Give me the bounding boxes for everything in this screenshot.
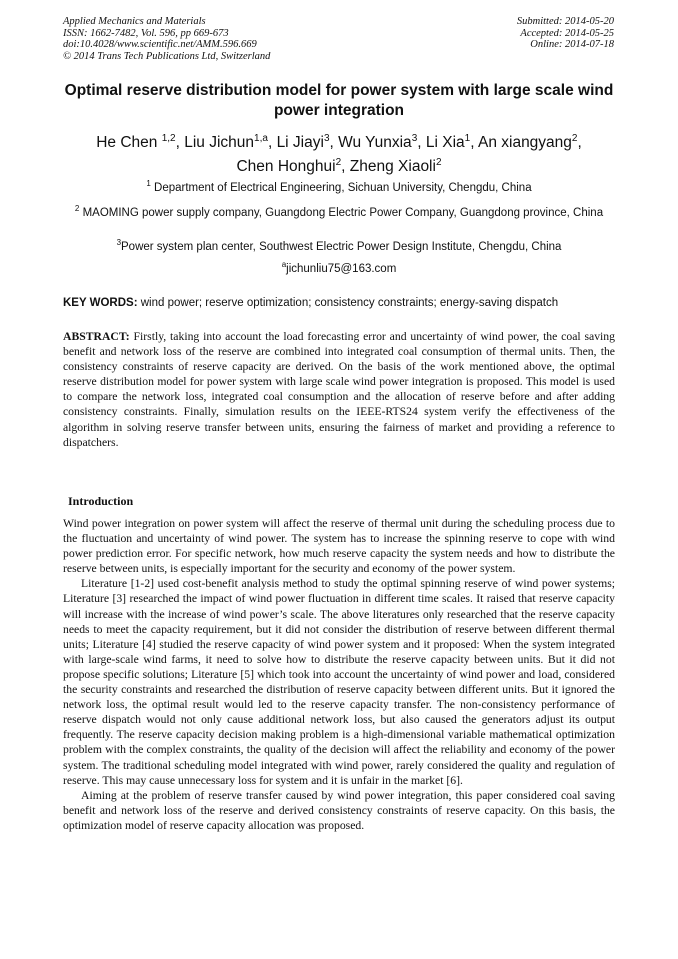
author-affiliation-mark: 1 xyxy=(464,132,471,144)
affiliation-2 xyxy=(63,206,615,220)
author-affiliation-mark: 2 xyxy=(335,156,342,168)
abstract-label: ABSTRACT: xyxy=(63,330,130,343)
author-affiliation-mark: 1,2 xyxy=(161,132,176,144)
paragraph: Literature [1-2] used cost-benefit analysis method to study the optimal spinning reserve of wind power systems; Literature [3] researched the impact of wind power fluctuation in different time scales. It raised that reserve capacity will increase with the increase of wind power’s scale. The above literatures only researched that the reserve capacity needs to meet the capacity requirement, but it did not consider the distribution of reserve between different thermal units; Literature [4] studied the reserve capacity of wind power system and it proposed: When the system integrated with large-scale wind farms, it need to solve how to distribute the reserve capacity between units. But it did not propose specific solutions; Literature [5] which took into account the uncertainty of wind power and load, considered the security constraints and researched the distribution of reserve capacity between different units. But it ignored the network loss, the optimal result would led to the reserve capacity transfer. The non-consistency performance of reserve dispatch would not only cause additional network loss, but also caused the generators adjust its output frequently. The reserve capacity decision making problem is a high-dimensional variable mathematical optimization problem with the complex constraints, the quality of the decision will affect the reliability and economy of the power system. The traditional scheduling model integrated with wind power, rarely considered the quality and regulation of reserve. This may cause unnecessary loss for system and it is unfair in the market [6]. xyxy=(63,577,615,787)
publication-dates xyxy=(517,16,614,51)
email-mark: a xyxy=(281,260,287,270)
journal-issn: ISSN: 1662-7482, Vol. 596, pp 669-673 xyxy=(63,27,229,39)
author-name: Li Xia xyxy=(425,134,465,151)
author-name: Chen Honghui xyxy=(236,158,336,175)
introduction-body xyxy=(63,516,615,833)
submitted-date: Submitted: 2014-05-20 xyxy=(516,16,614,27)
keywords xyxy=(63,296,615,310)
author-affiliation-mark: 3 xyxy=(411,132,418,144)
journal-doi: doi:10.4028/www.scientific.net/AMM.596.669 xyxy=(63,39,257,51)
section-heading-introduction: Introduction xyxy=(68,494,134,508)
author-affiliation-mark: 3 xyxy=(323,132,330,144)
affiliation-text: Power system plan center, Southwest Electric Power Design Institute, Chengdu, China xyxy=(121,241,562,253)
accepted-date: Accepted: 2014-05-25 xyxy=(520,27,614,39)
affiliation-mark: 3 xyxy=(116,238,122,248)
journal-name: Applied Mechanics and Materials xyxy=(63,16,206,27)
affiliation-mark: 1 xyxy=(146,179,151,189)
paragraph: Wind power integration on power system will affect the reserve of thermal unit during the scheduling process due to the fluctuation and uncertainty of wind power. The system has to increase the spinning reserve to cope with wind power prediction error. For specific network, how much reserve capacity the system needs and how to distribute the reserve between units, is especially important for the security and economy of the power system. xyxy=(63,517,615,576)
journal-info xyxy=(63,16,270,62)
affiliation-text: MAOMING power supply company, Guangdong Electric Power Company, Guangdong province, China xyxy=(82,207,604,219)
author-email xyxy=(63,262,615,276)
author-list: He Chen $^{1,2}$, Liu Jichun$^{1,a}$, Li Jiayi$^3$, Wu Yunxia$^3$, Li Xia$^1$, An xiangyang$^2$, Chen Honghui$^2$, Zheng Xiaoli$^2$ xyxy=(96,132,582,175)
author-name: An xiangyang xyxy=(477,134,572,151)
abstract-text: Firstly, taking into account the load forecasting error and uncertainty of wind power, the coal saving benefit and network loss of the reserve are combined into integrated coal consumption of thermal units. Then, the consistency constraints of reserve capacity are derived. On the basis of the work mentioned above, the optimal reserve distribution model for power system with large scale wind power integration is proposed. This model is used to compare the network loss, integrated coal consumption and the allocation of reserve before and after adding consistency constraints. Finally, simulation results on the IEEE-RTS24 system verify the effectiveness of the algorithm in solving reserve transfer between units, ensuring the fairness of market and providing a reference to dispatchers. xyxy=(63,330,615,449)
affiliation-text: Department of Electrical Engineering, Sichuan University, Chengdu, China xyxy=(154,182,532,194)
author-affiliation-mark: 2 xyxy=(571,132,578,144)
author-name: Zheng Xiaoli xyxy=(349,158,436,175)
author-name: Liu Jichun xyxy=(184,134,255,151)
author-name: He Chen xyxy=(96,134,158,151)
author-name: Li Jiayi xyxy=(276,134,324,151)
abstract xyxy=(63,329,615,450)
affiliation-mark: 2 xyxy=(74,204,80,214)
affiliation-3 xyxy=(63,240,615,254)
paper-title: Optimal reserve distribution model for power system with large scale wind power integration xyxy=(64,82,614,119)
author-name: Wu Yunxia xyxy=(338,134,412,151)
author-affiliation-mark: 1,a xyxy=(254,132,268,144)
paragraph: Aiming at the problem of reserve transfer caused by wind power integration, this paper considered coal saving benefit and network loss of the reserve and derived consistency constraints of reserve capacity. On this basis, the optimization model of reserve capacity allocation was proposed. xyxy=(63,788,615,832)
online-date: Online: 2014-07-18 xyxy=(530,39,614,51)
email-text: jichunliu75@163.com xyxy=(286,263,397,275)
journal-copyright: © 2014 Trans Tech Publications Ltd, Switzerland xyxy=(63,50,271,62)
author-affiliation-mark: 2 xyxy=(435,156,442,168)
keywords-text: wind power; reserve optimization; consistency constraints; energy-saving dispatch xyxy=(140,297,559,309)
affiliation-1 xyxy=(63,181,615,195)
keywords-label: KEY WORDS: xyxy=(63,297,138,309)
